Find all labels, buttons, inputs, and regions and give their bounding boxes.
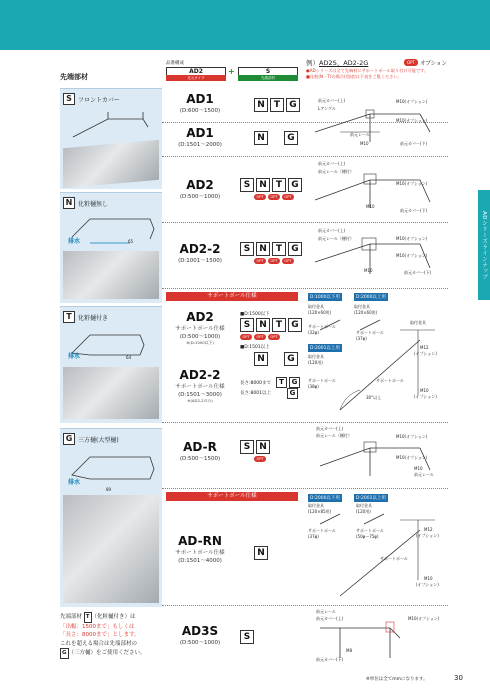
row-separator	[162, 156, 448, 157]
model-ad2-support-opt-badges	[240, 334, 280, 340]
option-letter: N	[254, 98, 268, 112]
page-number: 30	[454, 674, 463, 682]
d4-tag: D:2001以上用	[310, 346, 340, 351]
option-letter: N	[254, 352, 268, 366]
model-ad1-b-options	[254, 131, 298, 145]
row-separator	[162, 222, 448, 223]
d2-label: 前元レール（樋付）	[318, 169, 354, 174]
category-n-letter: N	[63, 197, 75, 209]
model-ad2-2-opt-badges	[254, 258, 294, 264]
model-name: AD1	[186, 126, 214, 140]
model-ad2-2-options	[240, 242, 302, 256]
category-s-panel	[60, 88, 162, 189]
support1-cond2: ■D:1501以上	[240, 345, 270, 350]
config-example	[306, 58, 368, 67]
d1-label: M10(オプション)	[396, 99, 428, 104]
model-ad2	[166, 178, 234, 200]
d7-label: 前元カバー(下)	[316, 657, 344, 662]
model-ad-r	[166, 440, 234, 462]
model-name: AD1	[186, 92, 214, 106]
opt-badge: OPT	[254, 194, 266, 200]
d6-label: 取付金具	[308, 503, 324, 508]
d6-label: (37φ)	[308, 534, 319, 539]
opt-legend-text: オプション	[420, 61, 448, 67]
config-part1-sub: 先元タイプ	[166, 75, 226, 81]
opt-badge: OPT	[254, 334, 266, 340]
model-ad3s	[166, 624, 234, 646]
row-separator	[162, 422, 448, 423]
d4-tag: D:1000以下用	[310, 295, 340, 300]
d7-label: M8	[346, 648, 352, 653]
d4-label: 取付金具	[410, 320, 426, 325]
d1-label: M10(オプション)	[396, 118, 428, 123]
option-letter: S	[240, 178, 254, 192]
model-range: (D:1501～4000)	[178, 558, 222, 564]
config-plus: +	[228, 67, 235, 76]
model-range: (D:500～1000)	[179, 194, 221, 200]
row-separator	[162, 488, 448, 489]
option-letter: N	[254, 131, 268, 145]
d2-label: M10(オプション)	[396, 181, 428, 186]
d5-label: 前元レール（樋付）	[316, 433, 352, 438]
d4-label: (120用)	[308, 360, 323, 365]
d7-label: 前元レール	[316, 609, 336, 614]
d5-label: M10(オプション)	[396, 455, 428, 460]
category-n-section-drawing	[70, 209, 160, 249]
d4-label: (オプション)	[414, 394, 437, 399]
category-n-panel	[60, 192, 162, 303]
category-t-dim: 64	[126, 355, 132, 360]
length-row-2: 長さ:8001以上	[240, 391, 271, 396]
category-n-photo	[63, 251, 159, 299]
d3-label: M10(オプション)	[396, 236, 428, 241]
d5-label: 前元カバー(上)	[316, 426, 344, 431]
left-note-3: 「長さ：8000まで」とします。	[60, 632, 140, 638]
model-ad2-options	[240, 178, 302, 192]
model-ad1-a-options	[254, 98, 300, 112]
d4-label: サポートポール	[308, 324, 336, 329]
d2-label: 前元カバー(下)	[400, 208, 428, 213]
model-note: ※(AD2-2のみ)	[187, 398, 213, 403]
d6-label: (120用)	[356, 509, 371, 514]
category-n-dim: 65	[128, 239, 134, 244]
config-part2: S	[238, 67, 298, 76]
category-n-label: 化粧樋無し	[78, 201, 109, 208]
d2-label: 前元カバー(上)	[318, 161, 346, 166]
opt-badge: OPT	[254, 258, 266, 264]
category-t-photo	[63, 367, 159, 419]
config-note1: ●ADシリーズは全て先端材にサポートポール取り付け可能です。	[306, 68, 429, 73]
d4-label: 取付金具	[308, 354, 324, 359]
category-s-label: フロントカバー	[78, 97, 120, 104]
d1-label: 前元カバー(下)	[400, 141, 428, 146]
left-note-t: T	[84, 612, 92, 623]
d3-label: M10(オプション)	[396, 253, 428, 258]
d6-label: (オプション)	[416, 582, 439, 587]
header-band	[0, 0, 490, 50]
d6-label: サポートポール	[380, 556, 408, 561]
model-ad2-opt-badges	[254, 194, 294, 200]
model-note: ※(D:1000以下)	[186, 340, 214, 345]
left-note-g: G	[60, 648, 69, 659]
category-g-letter: G	[63, 433, 75, 445]
option-letter: S	[240, 440, 254, 454]
model-ad2-2-support-options	[254, 352, 298, 366]
option-letter: G	[287, 388, 298, 399]
category-n-drain: 排水	[68, 238, 81, 245]
option-letter: N	[256, 318, 270, 332]
model-sub: サポートポール仕様	[175, 550, 225, 556]
option-letter: T	[272, 318, 286, 332]
opt-badge: OPT	[240, 334, 252, 340]
d4-label: サポートポール	[356, 330, 384, 335]
d1-label: M10	[360, 141, 369, 146]
option-letter: S	[240, 630, 254, 644]
model-range: (D:1501～2000)	[178, 142, 222, 148]
section-title: 先端部材	[60, 73, 88, 81]
opt-badge: OPT	[282, 258, 294, 264]
d4-label: (32φ)	[308, 330, 319, 335]
model-range: (D:1501～3000)	[178, 392, 222, 398]
model-name: AD2	[186, 310, 214, 324]
model-name: AD2	[186, 178, 214, 192]
d6-tag: D:2000以下用	[310, 496, 340, 501]
model-range: (D:600～1500)	[179, 108, 221, 114]
row-separator	[162, 605, 448, 606]
d5-label: 前元レール	[414, 472, 434, 477]
d6-label: M10	[424, 576, 433, 581]
option-letter: N	[256, 440, 270, 454]
example-prefix: 例）	[306, 59, 319, 67]
d4-label: (120×60用)	[354, 310, 378, 315]
left-note-2: 「出幅：1500まで」もしくは	[60, 623, 135, 630]
model-ad-r-options	[240, 440, 270, 454]
d6-label: (オプション)	[416, 533, 439, 538]
option-letter: T	[272, 242, 286, 256]
opt-badge: OPT	[268, 194, 280, 200]
model-ad1-a	[166, 92, 234, 114]
d4-label: 取付金具	[354, 304, 370, 309]
side-tab: ADシリーズラインナップ	[478, 190, 490, 300]
d6-label: (50φ～75φ)	[356, 534, 379, 539]
d3-label: M10	[364, 268, 373, 273]
option-letter: N	[256, 242, 270, 256]
d5-label: M10	[414, 466, 423, 471]
product-config	[166, 60, 306, 82]
d4-label: サポートポール	[376, 378, 404, 383]
length-row-1-options	[276, 377, 300, 388]
model-ad-rn-options	[254, 546, 268, 560]
d4-tag: D:2000以上用	[356, 295, 386, 300]
left-note-1a: 先端部材	[60, 614, 83, 620]
d4-label: M10	[420, 388, 429, 393]
option-letter: G	[289, 377, 300, 388]
model-range: (D:1001～1500)	[178, 258, 222, 264]
category-g-dim: 89	[106, 487, 112, 492]
opt-badge: OPT	[268, 258, 280, 264]
model-ad1-b	[166, 126, 234, 148]
d4-label: サポートポール	[308, 378, 336, 383]
option-letter: T	[272, 178, 286, 192]
option-letter: G	[286, 98, 300, 112]
d7-label: M10(オプション)	[408, 616, 440, 621]
option-letter: G	[284, 352, 298, 366]
length-row-1: 長さ:8000まで	[240, 381, 271, 386]
d6-label: サポートポール	[356, 528, 384, 533]
model-ad2-2	[166, 242, 234, 264]
d1-label: Lアングル	[318, 106, 336, 111]
d4-label: (120×60用)	[308, 310, 332, 315]
config-part1: AD2	[166, 67, 226, 76]
option-letter: G	[284, 131, 298, 145]
category-s-letter: S	[63, 93, 75, 105]
category-g-label: 三方樋(大型樋)	[78, 437, 119, 444]
config-label: 品番構成	[166, 61, 184, 66]
option-letter: G	[288, 318, 302, 332]
model-ad3s-options	[240, 630, 254, 644]
footnote: ※単位は全てmmになります。	[366, 677, 428, 682]
category-t-panel	[60, 306, 162, 423]
left-note-1c: （化粧樋付き）は	[91, 614, 136, 620]
option-letter: S	[240, 318, 254, 332]
length-row-2-options	[287, 388, 298, 399]
d7-label: 前元カバー(上)	[316, 616, 344, 621]
category-g-drain: 排水	[68, 479, 81, 486]
category-t-section-drawing	[70, 323, 160, 363]
model-range: (D:500～1000)	[179, 640, 221, 646]
d4-label: (38φ)	[308, 384, 319, 389]
model-range: (D:500～1500)	[179, 456, 221, 462]
opt-badge: OPT	[268, 334, 280, 340]
opt-badge-legend: OPT	[404, 59, 418, 66]
support-band-1: サポートポール仕様	[166, 292, 298, 301]
d1-label: 前元レール	[350, 132, 370, 137]
d6-label: M12	[424, 527, 433, 532]
category-s-section-drawing	[68, 107, 158, 142]
option-letter: N	[256, 178, 270, 192]
d1-label: 前元カバー(上)	[318, 98, 346, 103]
opt-badge: OPT	[254, 456, 266, 462]
support1-cond1: ■D:1500以下	[240, 312, 270, 317]
model-range: (D:500～1000)	[179, 334, 221, 340]
d6-tag: D:2001以上用	[356, 496, 386, 501]
d4-label: 取付金具	[308, 304, 324, 309]
model-name: AD3S	[181, 624, 219, 638]
category-t-label: 化粧樋付き	[78, 315, 109, 322]
d4-label: (37φ)	[356, 336, 367, 341]
d6-label: (120×85用)	[308, 509, 332, 514]
opt-badge: OPT	[282, 194, 294, 200]
example-values: AD2S、AD2-2G	[319, 59, 369, 67]
option-letter: T	[276, 377, 287, 388]
d3-label: 前元レール（樋付）	[318, 236, 354, 241]
model-ad2-support-options	[240, 318, 302, 332]
d4-label: (オプション)	[414, 351, 437, 356]
left-note-4: これを超える場合は先端部材の	[60, 640, 138, 647]
model-ad2-2-support	[166, 368, 234, 404]
d6-label: 取付金具	[356, 503, 372, 508]
model-sub: サポートポール仕様	[175, 384, 225, 390]
category-g-panel	[60, 428, 162, 607]
option-letter: S	[240, 242, 254, 256]
category-g-section-drawing	[70, 445, 160, 485]
model-ad-r-opt-badges	[254, 456, 266, 462]
category-t-drain: 排水	[68, 353, 81, 360]
option-letter: G	[288, 178, 302, 192]
model-name: AD2-2	[179, 368, 221, 382]
option-letter: N	[254, 546, 268, 560]
model-sub: サポートポール仕様	[175, 326, 225, 332]
d3-label: 前元カバー(上)	[318, 228, 346, 233]
model-name: AD-R	[183, 440, 217, 454]
row-separator	[162, 288, 448, 289]
d4-label: 30°以上	[366, 395, 382, 400]
model-ad-rn	[166, 534, 234, 564]
option-letter: G	[288, 242, 302, 256]
d5-label: M10(オプション)	[396, 434, 428, 439]
support-band-2: サポートポール仕様	[166, 492, 298, 501]
model-name: AD-RN	[178, 534, 222, 548]
d4-label: M12	[420, 345, 429, 350]
category-s-photo	[63, 140, 159, 188]
model-ad2-support	[166, 310, 234, 346]
category-t-letter: T	[63, 311, 75, 323]
left-note	[60, 612, 164, 659]
config-part2-sub: 先端部材	[238, 75, 298, 81]
option-letter: T	[270, 98, 284, 112]
model-name: AD2-2	[179, 242, 221, 256]
d6-label: サポートポール	[308, 528, 336, 533]
left-note-5b: （三方樋）をご使用ください。	[68, 650, 146, 656]
category-g-photo	[63, 495, 159, 603]
d3-label: 前元カバー(下)	[404, 270, 432, 275]
d2-label: M10	[366, 204, 375, 209]
config-note2: ■化粧(N・T)の場合(別途)は下表をご覧ください。	[306, 74, 402, 79]
